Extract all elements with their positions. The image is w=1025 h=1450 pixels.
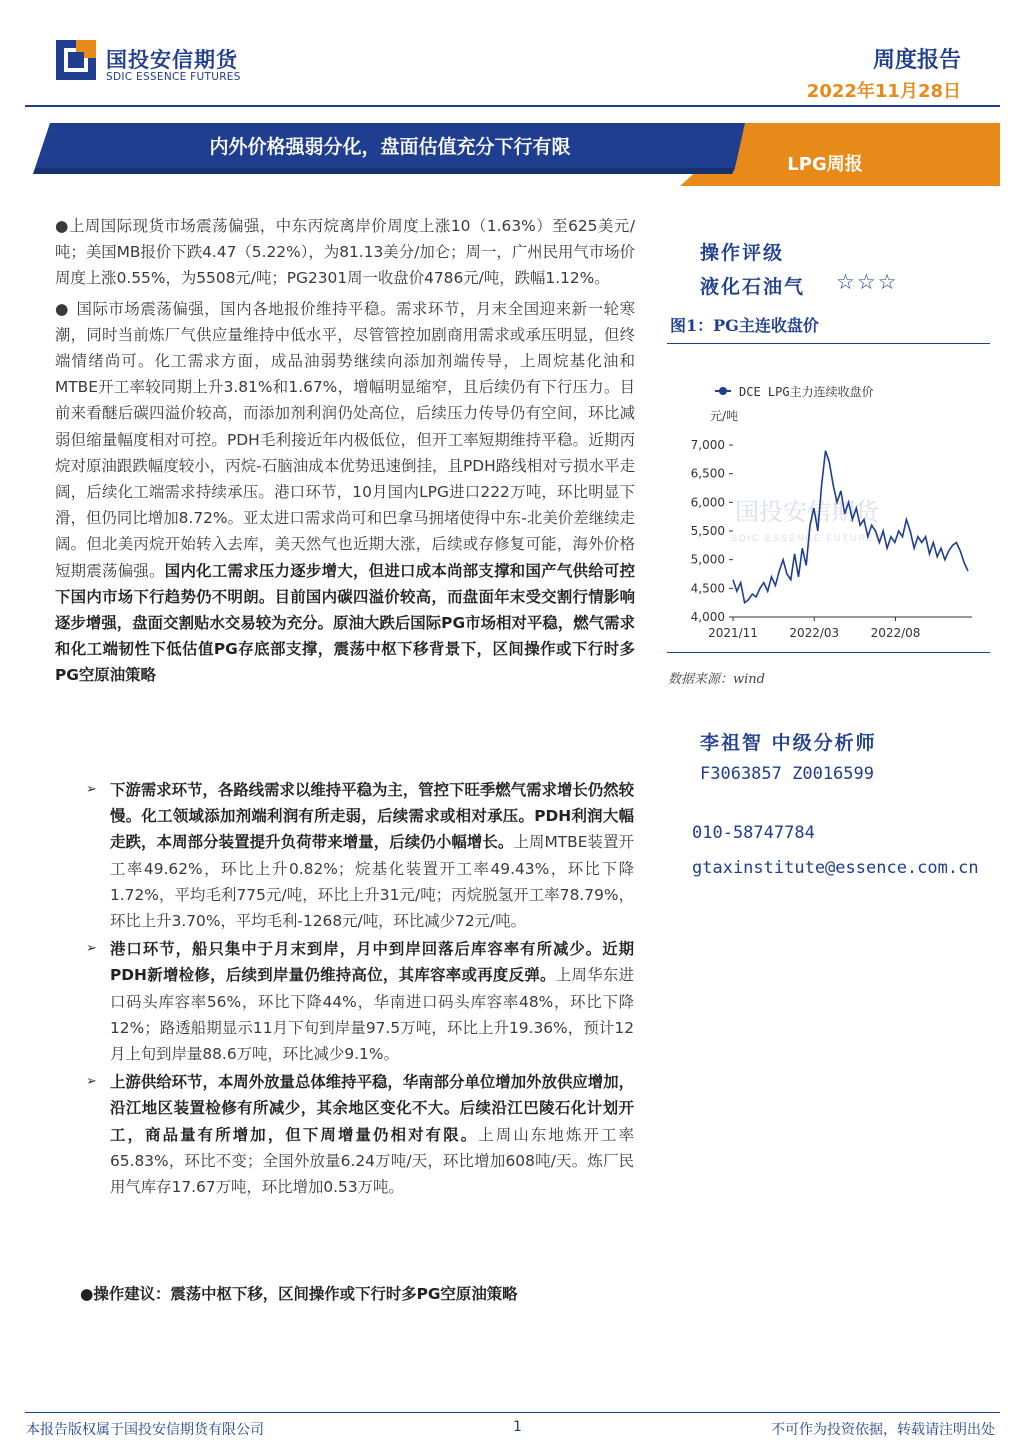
x-tick-label: 2022/08 xyxy=(870,626,921,640)
y-tick-label: 4,000 xyxy=(690,610,725,624)
y-tick-label: 5,000 xyxy=(690,552,725,567)
rating-product: 液化石油气 xyxy=(700,276,806,298)
detail-list xyxy=(86,777,634,1202)
summary-paragraph-2-conclusion: 国内化工需求压力逐步增大，但进口成本尚部支撑和国产气供给可控下国内市场下行趋势仍不明朗。目前国内碳四溢价较高，而盘面年末受交割行情影响逐步增强，盘面交割贴水交易较为充分。原油大跌后国际PG市场相对平稳，燃气需求和化工端韧性下低估值PG存底部支撑，震荡中枢下移背景下，区间操作或下行时多PG空原油策略 xyxy=(55,561,635,685)
bullet-icon: ● xyxy=(55,299,70,318)
report-type: 周度报告 xyxy=(872,48,961,73)
report-title: 内外价格强弱分化，盘面估值充分下行有限 xyxy=(209,136,571,158)
analyst-name: 李祖智 中级分析师 xyxy=(700,732,877,754)
port-details: 上周华东进口码头库容率56%，环比下降44%，华南进口码头库容率48%，环比下降12%；路透船期显示11月下旬到岸量97.5万吨，环比上升19.36%，预计12月上旬到岸量88.6万吨，环比减少9.1%。 xyxy=(110,966,634,1064)
figure-bottom-rule xyxy=(667,652,990,653)
supply-details: 上周山东地炼开工率65.83%，环比不变；全国外放量6.24万吨/天，环比增加608吨/天。炼厂民用气库存17.67万吨，环比增加0.53万吨。 xyxy=(110,1125,634,1197)
y-tick-label: 5,500 xyxy=(690,524,725,538)
arrow-bullet-icon: ➢ xyxy=(86,782,97,797)
arrow-bullet-icon: ➢ xyxy=(86,941,97,957)
rating-heading: 操作评级 xyxy=(700,242,785,264)
page-number: 1 xyxy=(513,1419,522,1435)
port-summary: 港口环节，船只集中于月末到岸，月中到岸回落后库容率有所减少。近期PDH新增检修，后续到岸量仍维持高位，其库容率或再度反弹。 xyxy=(110,940,634,985)
x-tick-label: 2021/11 xyxy=(708,626,758,640)
rating-stars-icon: ☆☆☆ xyxy=(836,270,899,294)
price-series-line xyxy=(730,451,968,603)
list-item-port xyxy=(86,936,634,1067)
analyst-license-ids: F3063857 Z0016599 xyxy=(700,764,874,784)
figure-title: 图1：PG主连收盘价 xyxy=(670,316,819,335)
supply-summary: 上游供给环节，本周外放量总体维持平稳，华南部分单位增加外放供应增加，沿江地区装置检修有所减少，其余地区变化不大。后续沿江巴陵石化计划开工，商品量有所增加，但下周增量仍相对有限。 xyxy=(110,1073,634,1144)
summary-paragraph-1: ●上周国际现货市场震荡偏强，中东丙烷离岸价周度上涨10（1.63%）至625美元/吨；美国MB报价下跌4.47（5.22%），为81.13美分/加仑；周一，广州民用气市场价周度上涨0.55%，为5508元/吨；PG2301周一收盘价4786元/吨，跌幅1.12%。 xyxy=(55,217,635,288)
arrow-bullet-icon: ➢ xyxy=(86,1074,97,1090)
header-divider xyxy=(25,105,1000,107)
legend-label: DCE LPG主力连续收盘价 xyxy=(739,385,874,399)
company-name-cn: 国投安信期货 xyxy=(106,48,238,72)
company-logo-mark xyxy=(56,40,96,80)
company-name-en: SDIC ESSENCE FUTURES xyxy=(106,71,241,83)
y-tick-label: 6,500 xyxy=(690,466,725,481)
y-tick-label: 7,000 xyxy=(690,438,725,452)
footer-copyright: 本报告版权属于国投安信期货有限公司 xyxy=(26,1422,264,1438)
x-tick-label: 2022/03 xyxy=(789,626,840,640)
summary-paragraph-2 xyxy=(55,296,635,689)
report-category-tag: LPG周报 xyxy=(787,154,863,175)
y-tick-label: 4,500 xyxy=(690,581,725,596)
legend-marker-icon xyxy=(719,387,727,395)
y-tick-label: 6,000 xyxy=(690,495,725,510)
footer-disclaimer: 不可作为投资依据，转载请注明出处 xyxy=(771,1422,995,1438)
contact-email[interactable]: gtaxinstitute@essence.com.cn xyxy=(692,858,979,878)
figure-top-rule xyxy=(667,343,990,344)
contact-phone: 010-58747784 xyxy=(692,823,815,843)
summary-paragraph-2-text: 国际市场震荡偏强，国内各地报价维持平稳。需求环节，月末全国迎来新一轮寒潮，同时当前炼厂气供应量维持中低水平，尽管管控加剧商用需求或承压明显，但终端情绪尚可。化工需求方面，成品油弱势继续向添加剂端传导，上周烷基化油和MTBE开工率较同期上升3.81%和1.67%，增幅明显缩窄，且后续仍有下行压力。目前来看醚后碳四溢价较高，而添加剂利润仍处高位，后续压力传导仍有空间，环比减弱但缩量幅度相对可控。PDH毛利接近年内极低位，但开工率短期维持平稳。近期丙烷对原油跟跌幅度较小，丙烷-石脑油成本优势迅速倒挂，且PDH路线相对亏损水平走阔，后续化工端需求持续承压。港口环节，10月国内LPG进口222万吨，环比明显下滑，但仍同比增加8.72%。亚太进口需求尚可和巴拿马拥堵使得中东-北美价差继续走阔。但北美丙烷开始转入去库，美天然气也近期大涨，后续或存修复可能，海外价格短期震荡偏强。 xyxy=(55,299,635,580)
demand-summary: 下游需求环节，各路线需求以维持平稳为主，管控下旺季燃气需求增长仍然较慢。化工领域添加剂端利润有所走弱，后续需求或相对承压。PDH利润大幅走跌，本周部分装置提升负荷带来增量，后续仍小幅增长。 xyxy=(110,781,634,852)
chart-watermark-en: SDIC ESSENCE FUTURES xyxy=(730,533,884,543)
demand-details: 上周MTBE装置开工率49.62%，环比上升0.82%；烷基化装置开工率49.43%，环比下降1.72%，平均毛利775元/吨，环比上升31元/吨；丙烷脱氢开工率78.79%，环比上升3.70%，平均毛利-1268元/吨，环比减少72元/吨。 xyxy=(110,833,634,931)
summary-section xyxy=(55,213,635,693)
price-line-chart xyxy=(667,345,990,651)
operation-advice: ●操作建议：震荡中枢下移，区间操作或下行时多PG空原油策略 xyxy=(80,1285,518,1303)
report-date: 2022年11月28日 xyxy=(806,81,961,102)
data-source: 数据来源：wind xyxy=(668,672,765,687)
y-axis-label: 元/吨 xyxy=(710,409,739,423)
footer-divider xyxy=(25,1412,1000,1413)
chart-watermark-cn: 国投安信期货 xyxy=(735,499,879,526)
list-item-supply xyxy=(86,1069,634,1200)
list-item-demand xyxy=(86,777,634,934)
